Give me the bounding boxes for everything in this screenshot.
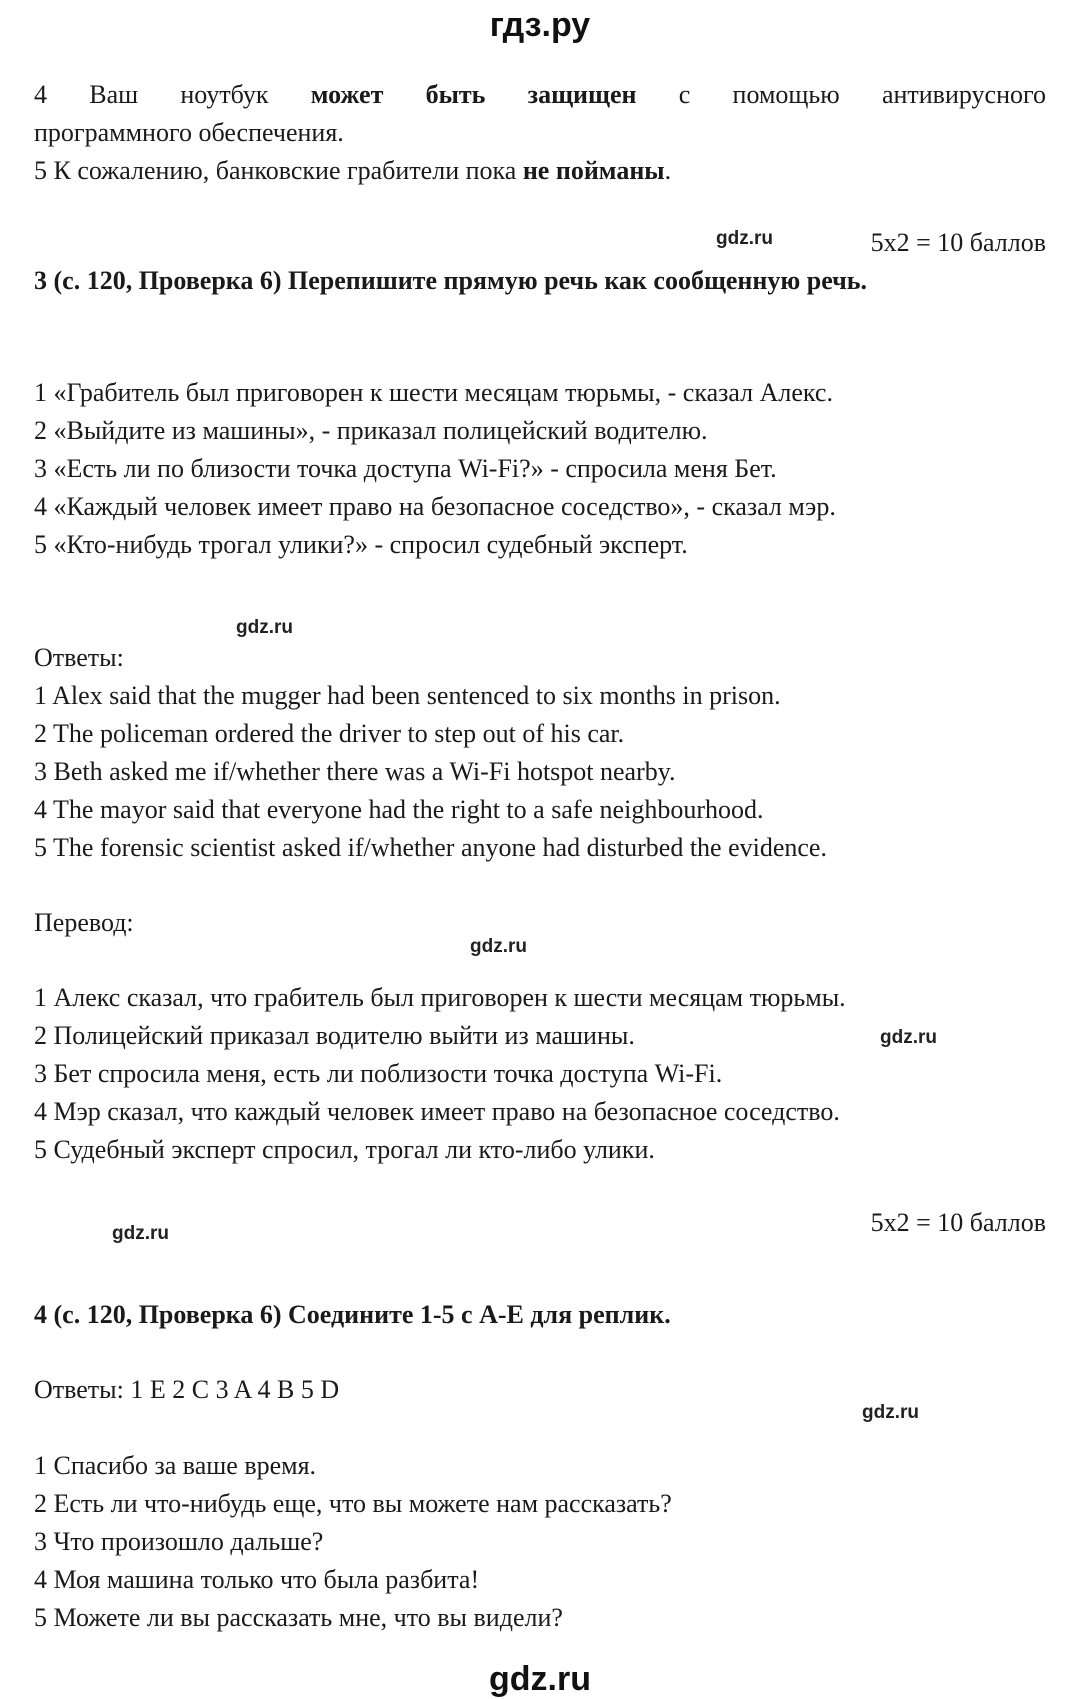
task-4-item: 4 Моя машина только что была разбита!	[34, 1565, 480, 1594]
task-3-item: 5 «Кто-нибудь трогал улики?» - спросил судебный эксперт.	[34, 530, 688, 559]
watermark: gdz.ru	[470, 936, 527, 957]
site-header: гдз.ру	[489, 6, 591, 44]
task-4-answers: Ответы: 1 E 2 C 3 A 4 B 5 D	[34, 1375, 340, 1404]
translation-line: 5 Судебный эксперт спросил, трогал ли кто-либо улики.	[34, 1135, 655, 1164]
task-3-item: 1 «Грабитель был приговорен к шести месяцам тюрьмы, - сказал Алекс.	[34, 378, 833, 407]
watermark: gdz.ru	[112, 1223, 169, 1244]
item-4-line: 4 Ваш ноутбук может быть защищен с помощью антивирусного	[34, 80, 1046, 109]
item-5-line: 5 К сожалению, банковские грабители пока не пойманы.	[34, 156, 672, 185]
score-label: 5x2 = 10 баллов	[870, 1208, 1046, 1237]
answer-line: 4 The mayor said that everyone had the right to a safe neighbourhood.	[34, 795, 764, 824]
answer-line: 2 The policeman ordered the driver to step out of his car.	[34, 719, 625, 748]
item-4-continuation: программного обеспечения.	[34, 118, 344, 147]
translation-line: 1 Алекс сказал, что грабитель был приговорен к шести месяцам тюрьмы.	[34, 983, 846, 1012]
task-3-item: 3 «Есть ли по близости точка доступа Wi-Fi?» - спросила меня Бет.	[34, 454, 777, 483]
task-3-item: 2 «Выйдите из машины», - приказал полицейский водителю.	[34, 416, 708, 445]
watermark: gdz.ru	[862, 1402, 919, 1423]
task-3-heading: 3 (с. 120, Проверка 6) Перепишите прямую речь как сообщенную речь.	[34, 266, 868, 295]
watermark: gdz.ru	[880, 1027, 937, 1048]
site-footer: gdz.ru	[489, 1660, 591, 1698]
translation-label: Перевод:	[34, 908, 134, 937]
answer-line: 5 The forensic scientist asked if/whether anyone had disturbed the evidence.	[34, 833, 827, 862]
watermark: gdz.ru	[716, 228, 773, 249]
translation-line: 2 Полицейский приказал водителю выйти из машины.	[34, 1021, 635, 1050]
task-4-heading: 4 (с. 120, Проверка 6) Соедините 1-5 с A-E для реплик.	[34, 1300, 671, 1329]
task-4-item: 3 Что произошло дальше?	[34, 1527, 324, 1556]
task-4-item: 2 Есть ли что-нибудь еще, что вы можете нам рассказать?	[34, 1489, 672, 1518]
score-label: 5x2 = 10 баллов	[870, 228, 1046, 257]
watermark: gdz.ru	[236, 617, 293, 638]
translation-line: 3 Бет спросила меня, есть ли поблизости точка доступа Wi-Fi.	[34, 1059, 723, 1088]
task-3-item: 4 «Каждый человек имеет право на безопасное соседство», - сказал мэр.	[34, 492, 836, 521]
answer-line: 3 Beth asked me if/whether there was a Wi-Fi hotspot nearby.	[34, 757, 676, 786]
translation-line: 4 Мэр сказал, что каждый человек имеет право на безопасное соседство.	[34, 1097, 840, 1126]
answer-line: 1 Alex said that the mugger had been sentenced to six months in prison.	[34, 681, 781, 710]
answers-label: Ответы:	[34, 643, 124, 672]
task-4-item: 1 Спасибо за ваше время.	[34, 1451, 317, 1480]
task-4-item: 5 Можете ли вы рассказать мне, что вы видели?	[34, 1603, 563, 1632]
